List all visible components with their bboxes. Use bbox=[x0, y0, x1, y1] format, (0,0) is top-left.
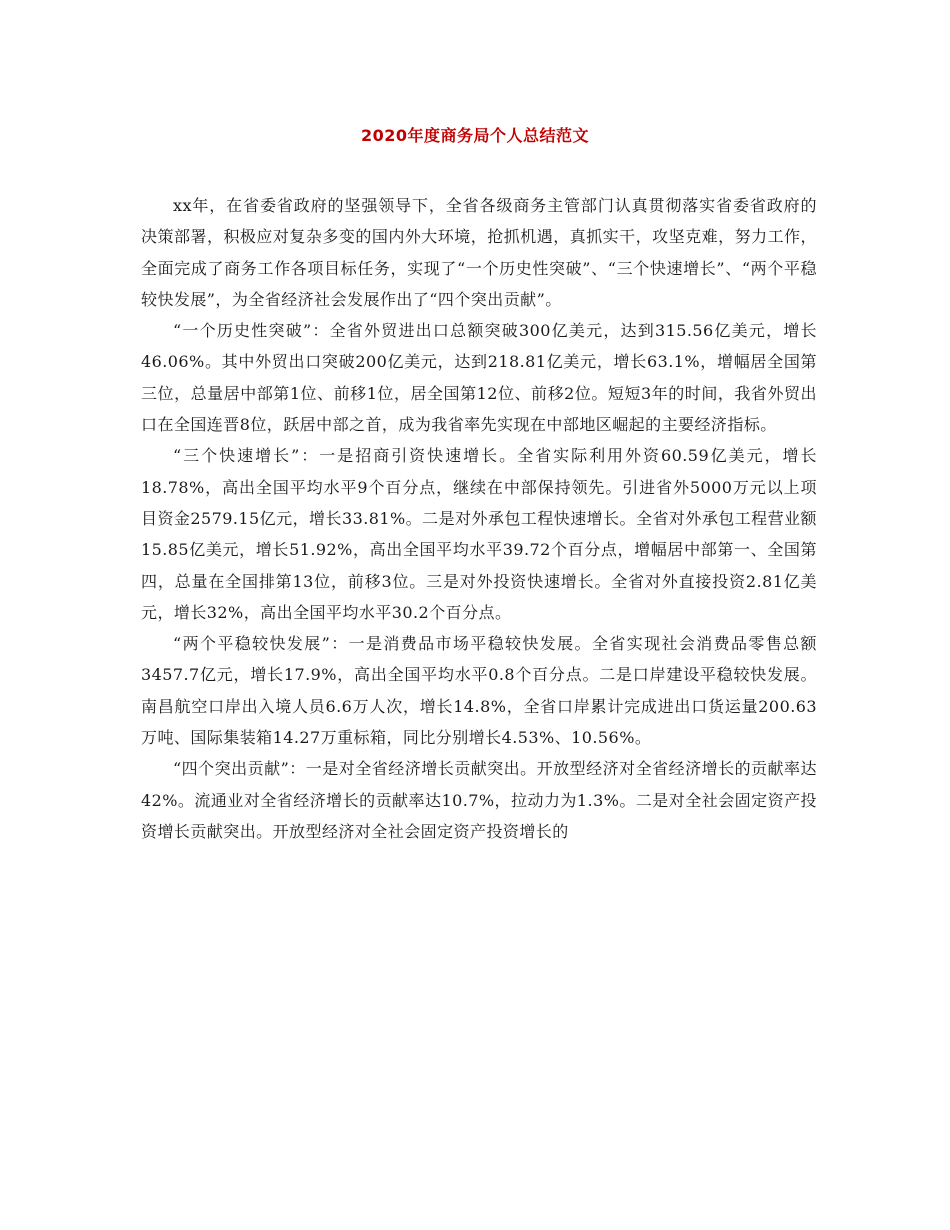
paragraph-intro: xx年，在省委省政府的坚强领导下，全省各级商务主管部门认真贯彻落实省委省政府的决策部署，积极应对复杂多变的国内外大环境，抢抓机遇，真抓实干，攻坚克难，努力工作，全面完成了商务工作各项目标任务，实现了“一个历史性突破”、“三个快速增长”、“两个平稳较快发展”，为全省经济社会发展作出了“四个突出贡献”。 bbox=[141, 196, 817, 309]
paragraph-two-steady-developments: “两个平稳较快发展”：一是消费品市场平稳较快发展。全省实现社会消费品零售总额3457.7亿元，增长17.9%，高出全国平均水平0.8个百分点。二是口岸建设平稳较快发展。南昌航空口岸出入境人员6.6万人次，增长14.8%，全省口岸累计完成进出口货运量200.63万吨、国际集装箱14.27万重标箱，同比分别增长4.53%、10.56%。 bbox=[141, 634, 817, 748]
document-title: 2020年度商务局个人总结范文 bbox=[360, 126, 590, 145]
paragraph-historic-breakthrough: “一个历史性突破”：全省外贸进出口总额突破300亿美元，达到315.56亿美元，增长46.06%。其中外贸出口突破200亿美元，达到218.81亿美元，增长63.1%，增幅居全国第三位，总量居中部第1位、前移1位，居全国第12位、前移2位。短短3年的时间，我省外贸出口在全国连晋8位，跃居中部之首，成为我省率先实现在中部地区崛起的主要经济指标。 bbox=[141, 321, 817, 435]
paragraph-three-rapid-growths: “三个快速增长”：一是招商引资快速增长。全省实际利用外资60.59亿美元，增长18.78%，高出全国平均水平9个百分点，继续在中部保持领先。引进省外5000万元以上项目资金2579.15亿元，增长33.81%。二是对外承包工程快速增长。全省对外承包工程营业额15.85亿美元，增长51.92%，高出全国平均水平39.72个百分点，增幅居中部第一、全国第四，总量在全国排第13位，前移3位。三是对外投资快速增长。全省对外直接投资2.81亿美元，增长32%，高出全国平均水平30.2个百分点。 bbox=[141, 446, 817, 622]
document-body bbox=[141, 190, 817, 847]
paragraph-four-contributions: “四个突出贡献”：一是对全省经济增长贡献突出。开放型经济对全省经济增长的贡献率达42%。流通业对全省经济增长的贡献率达10.7%，拉动力为1.3%。二是对全社会固定资产投资增长贡献突出。开放型经济对全社会固定资产投资增长的 bbox=[141, 759, 817, 841]
